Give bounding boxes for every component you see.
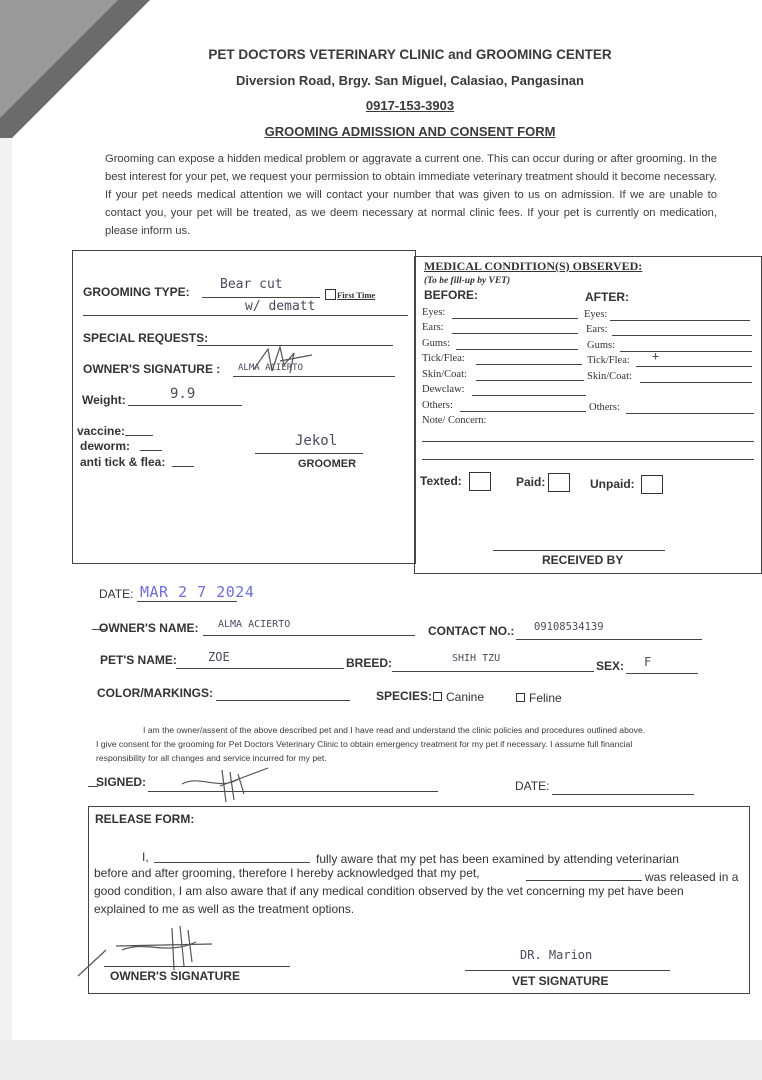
sex-line — [626, 673, 698, 674]
contact-value[interactable]: 09108534139 — [534, 621, 604, 633]
canine-label: Canine — [446, 690, 485, 704]
species-label: SPECIES: — [376, 689, 433, 703]
before-skincoat-line[interactable] — [476, 380, 584, 381]
note-label: Note/ Concern: — [422, 415, 487, 426]
feline-checkbox[interactable] — [516, 693, 525, 702]
release-line2-b: was released in a — [645, 870, 739, 884]
after-gums-line[interactable] — [620, 351, 752, 352]
consent-date-line[interactable] — [552, 794, 694, 795]
owner-release-label: OWNER'S SIGNATURE — [110, 969, 240, 983]
before-ears-label: Ears: — [422, 322, 444, 333]
before-gums-line[interactable] — [456, 349, 578, 350]
antitick-line — [172, 466, 194, 467]
first-time-label: First Time — [337, 290, 376, 300]
owner-signature-scribble — [250, 343, 318, 377]
groomer-label: GROOMER — [298, 458, 357, 470]
deworm-label: deworm: — [80, 439, 131, 453]
after-eyes-label: Eyes: — [584, 309, 608, 320]
date-stamp[interactable]: MAR 2 7 2024 — [140, 583, 255, 601]
breed-value[interactable]: SHIH TZU — [452, 653, 501, 664]
unpaid-label: Unpaid: — [590, 477, 635, 491]
after-ears-line[interactable] — [612, 335, 752, 336]
date-label: DATE: — [99, 587, 134, 601]
groomer-line — [255, 453, 363, 454]
vaccine-label: vaccine: — [77, 424, 126, 438]
owner-release-line[interactable] — [104, 966, 290, 967]
signed-strike — [88, 786, 98, 787]
paid-checkbox[interactable] — [548, 473, 570, 492]
release-line3: good condition, I am also aware that if any medical condition observed by the vet concerning my pet have been — [94, 884, 684, 898]
grooming-type-line — [202, 297, 320, 298]
before-tickflea-label: Tick/Flea: — [422, 353, 465, 364]
received-by-label: RECEIVED BY — [542, 553, 624, 567]
pet-name-line — [176, 668, 344, 669]
note-line-1[interactable] — [422, 441, 754, 442]
before-ears-line[interactable] — [452, 333, 578, 334]
texted-checkbox[interactable] — [469, 472, 491, 491]
owner-name-label: OWNER'S NAME: — [99, 621, 199, 635]
first-time-checkbox[interactable] — [325, 289, 336, 300]
release-line1-a: I, — [142, 850, 149, 864]
signed-label: SIGNED: — [96, 775, 147, 789]
vet-signature-label: VET SIGNATURE — [512, 974, 609, 988]
owner-name-line — [203, 635, 415, 636]
before-tickflea-line[interactable] — [476, 364, 582, 365]
owner-name-strike — [92, 629, 106, 630]
canine-checkbox[interactable] — [433, 692, 442, 701]
antitick-label: anti tick & flea: — [80, 455, 166, 469]
before-eyes-line[interactable] — [452, 318, 578, 319]
signed-signature — [180, 764, 272, 806]
note-line-2[interactable] — [422, 459, 754, 460]
after-eyes-line[interactable] — [610, 320, 750, 321]
before-dewclaw-label: Dewclaw: — [422, 384, 465, 395]
owner-signature-label: OWNER'S SIGNATURE : — [83, 362, 221, 376]
clinic-phone: 0917-153-3903 — [365, 98, 455, 113]
deworm-line — [140, 450, 162, 451]
after-others-line[interactable] — [626, 413, 754, 414]
consent-date-label: DATE: — [515, 779, 550, 793]
breed-line — [392, 671, 594, 672]
consent-line-2: I give consent for the grooming for Pet Doctors Veterinary Clinic to obtain emergency treatment for my pet if necessary. I assume full financial — [96, 739, 633, 749]
after-tickflea-value[interactable]: + — [652, 349, 660, 363]
groomer-value[interactable]: Jekol — [295, 433, 338, 449]
after-ears-label: Ears: — [586, 324, 608, 335]
release-pet-line[interactable] — [526, 880, 642, 881]
release-line1-b: fully aware that my pet has been examined by attending veterinarian — [316, 852, 679, 866]
grooming-type-line2 — [83, 315, 408, 316]
weight-label: Weight: — [82, 393, 126, 407]
page-edge — [0, 138, 12, 1080]
vet-signature-value[interactable]: DR. Marion — [520, 948, 593, 962]
breed-label: BREED: — [346, 656, 393, 670]
before-skincoat-label: Skin/Coat: — [422, 369, 467, 380]
paid-label: Paid: — [516, 475, 546, 489]
after-tickflea-line[interactable] — [636, 366, 752, 367]
weight-value[interactable]: 9.9 — [170, 386, 196, 402]
weight-line — [128, 405, 242, 406]
after-skincoat-label: Skin/Coat: — [587, 371, 632, 382]
form-title: GROOMING ADMISSION AND CONSENT FORM — [264, 124, 556, 139]
before-others-label: Others: — [422, 400, 453, 411]
contact-label: CONTACT NO.: — [428, 624, 515, 638]
after-label: AFTER: — [585, 290, 629, 304]
consent-line-3: responsibility for all changes and service incurred for my pet. — [96, 753, 327, 763]
before-gums-label: Gums: — [422, 338, 451, 349]
consent-line-1: I am the owner/assent of the above described pet and I have read and understand the clinic policies and procedures outlined above. — [143, 725, 646, 735]
release-line2-a: before and after grooming, therefore I hereby acknowledged that my pet, — [94, 866, 480, 880]
grooming-type-value2[interactable]: w/ dematt — [245, 299, 316, 314]
grooming-type-value[interactable]: Bear cut — [220, 277, 283, 292]
species-feline[interactable] — [516, 691, 562, 705]
species-canine[interactable] — [433, 690, 484, 704]
after-others-label: Others: — [589, 402, 620, 413]
pet-name-value[interactable]: ZOE — [208, 650, 230, 664]
after-tickflea-label: Tick/Flea: — [587, 355, 630, 366]
received-by-line[interactable] — [493, 550, 665, 551]
clinic-name: PET DOCTORS VETERINARY CLINIC and GROOMING CENTER — [208, 47, 612, 62]
sex-label: SEX: — [596, 659, 625, 673]
before-others-line[interactable] — [460, 411, 586, 412]
feline-label: Feline — [529, 691, 562, 705]
grooming-type-label: GROOMING TYPE: — [83, 285, 190, 299]
intro-paragraph: Grooming can expose a hidden medical problem or aggravate a current one. This can occur during or after grooming. In the best interest for your pet, we request your permission to obtain immediate veterinary treatment should it become necessary. If your pet needs medical attention we will contact your number that was given to us on admission. If we are unable to contact you, your pet will be treated, as we deem necessary at normal clinic fees. If your pet is currently on medication, please inform us. — [105, 153, 717, 237]
vet-signature-line[interactable] — [465, 970, 670, 971]
after-gums-label: Gums: — [587, 340, 616, 351]
before-dewclaw-line[interactable] — [472, 395, 586, 396]
texted-label: Texted: — [420, 474, 462, 488]
clinic-address: Diversion Road, Brgy. San Miguel, Calasiao, Pangasinan — [236, 73, 584, 88]
release-title: RELEASE FORM: — [95, 812, 195, 826]
owner-signature-value[interactable]: ALMA ACIERTO — [238, 363, 304, 373]
color-line[interactable] — [216, 700, 350, 701]
owner-name-value[interactable]: ALMA ACIERTO — [218, 619, 291, 630]
after-skincoat-line[interactable] — [640, 382, 752, 383]
sex-value[interactable]: F — [644, 655, 652, 669]
medical-title: MEDICAL CONDITION(S) OBSERVED: — [424, 259, 643, 273]
pet-name-label: PET'S NAME: — [100, 653, 177, 667]
medical-subtitle: (To be fill-up by VET) — [424, 276, 511, 286]
date-line — [137, 601, 237, 602]
release-line4: explained to me as well as the treatment options. — [94, 902, 355, 916]
before-eyes-label: Eyes: — [422, 307, 446, 318]
contact-line — [516, 639, 702, 640]
special-requests-label: SPECIAL REQUESTS: — [83, 331, 209, 345]
unpaid-checkbox[interactable] — [641, 475, 663, 494]
bottom-shade — [0, 1040, 762, 1080]
before-label: BEFORE: — [424, 288, 478, 302]
color-label: COLOR/MARKINGS: — [97, 686, 213, 700]
vaccine-line — [125, 435, 153, 436]
release-name-line[interactable] — [154, 862, 310, 863]
